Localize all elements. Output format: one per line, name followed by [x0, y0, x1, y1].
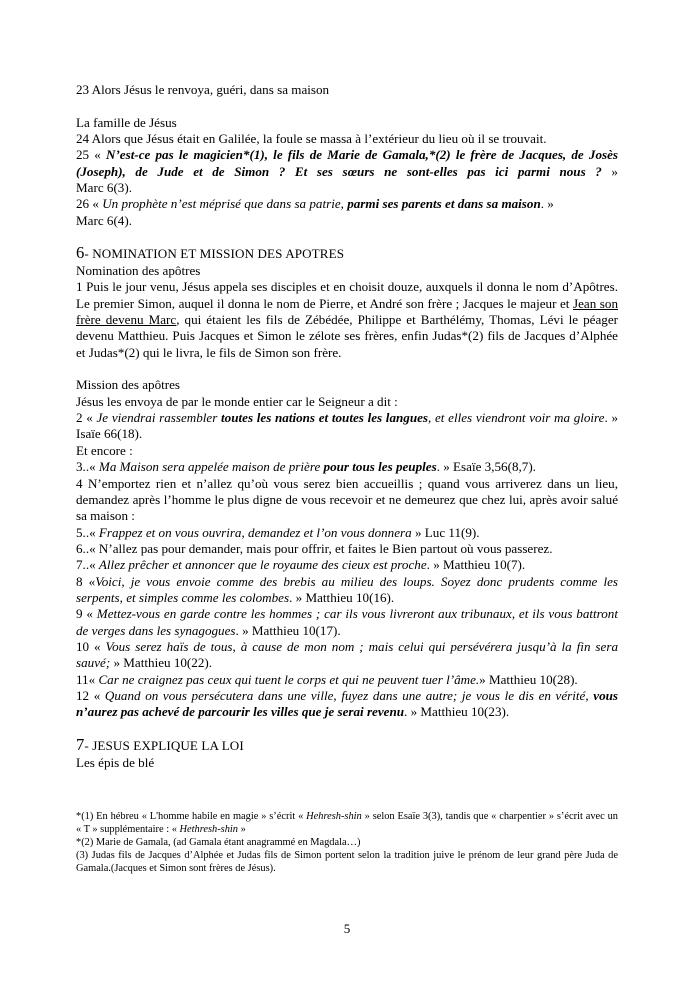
verse-25-quote: N’est-ce pas le magicien*(1), le fils de Marie de Gamala,*(2) le frère de Jacques, de Josès (Joseph), de Jude et de Simon ? Et ses sœurs ne sont-elles pas ici parmi nous ? — [76, 147, 618, 179]
verse-12 — [76, 688, 618, 721]
paragraph-nomination — [76, 279, 618, 361]
verse-24: 24 Alors que Jésus était en Galilée, la foule se massa à l’extérieur du lieu où il se trouvait. — [76, 131, 547, 147]
verse-12-open-quote: « — [93, 687, 105, 703]
verse-3-number: 3.. — [76, 459, 90, 475]
footnote-1 — [76, 810, 618, 836]
subheading-mission-des-apotres: Mission des apôtres — [76, 377, 181, 393]
heading-section-6 — [76, 245, 618, 263]
subheading-les-epis-de-ble: Les épis de blé — [76, 754, 155, 770]
footnote-2: *(2) Marie de Gamala, (ad Gamala étant anagrammé en Magdala…) — [76, 837, 361, 849]
paragraph-nomination-underlined: Jean son frère devenu Marc — [76, 295, 618, 328]
verse-7-tail: . » — [426, 557, 440, 573]
verse-25-open-quote: « — [94, 147, 106, 163]
verse-5-number: 5.. — [76, 524, 90, 540]
verse-25-number: 25 — [76, 147, 95, 163]
paragraph-spacer — [76, 229, 618, 245]
paragraph-spacer — [76, 361, 618, 377]
verse-12-tail: . » — [404, 704, 418, 720]
verse-5 — [76, 525, 618, 541]
verse-12-number: 12 — [76, 687, 94, 703]
verse-9-tail: . » — [235, 622, 249, 638]
subheading-famille-de-jesus: La famille de Jésus — [76, 114, 177, 130]
verse-2-number: 2 — [76, 410, 87, 426]
paragraph-spacer — [76, 98, 618, 114]
verse-7 — [76, 557, 618, 573]
verse-10 — [76, 639, 618, 672]
verse-11-tail: » — [479, 671, 486, 687]
verse-26-quote: Un prophète n’est méprisé que dans sa patrie, — [102, 196, 348, 212]
verse-11-number: 11 — [76, 671, 89, 687]
footnote-3: (3) Judas fils de Jacques d’Alphée et Judas fils de Simon portent selon la tradition juive le prénom de leur grand père Juda de Gamala.(Jacques et Simon sont frères de Jésus). — [76, 850, 618, 875]
verse-5-reference: Luc 11(9). — [421, 524, 480, 540]
verse-23: 23 Alors Jésus le renvoya, guéri, dans sa maison — [76, 82, 330, 97]
verse-8-reference: Matthieu 10(16). — [302, 589, 395, 605]
verse-2-reference: Isaïe 66(18). — [76, 426, 143, 442]
heading-section-6-text: - NOMINATION ET MISSION DES APOTRES — [84, 246, 345, 262]
verse-2-quote-bold: toutes les nations et toutes les langues — [221, 410, 429, 426]
verse-2-quote-part2: , et elles viendront voir ma gloire — [428, 410, 605, 426]
et-encore: Et encore : — [76, 442, 133, 458]
footnote-1-term1: Hehresh-shin — [306, 811, 362, 822]
verse-10-quote: Vous serez haïs de tous, à cause de mon nom ; mais celui qui persévérera jusqu’à la fin sera sauvé; — [76, 638, 618, 671]
verse-7-reference: Matthieu 10(7). — [439, 557, 526, 573]
verse-10-open-quote: « — [94, 638, 106, 654]
verse-5-tail: » — [411, 524, 422, 540]
verse-8 — [76, 574, 618, 607]
verse-6: 6..« N’allez pas pour demander, mais pour offrir, et faites le Bien partout où vous passerez. — [76, 540, 553, 556]
verse-10-number: 10 — [76, 638, 95, 654]
verse-8-tail: . » — [289, 589, 303, 605]
verse-9-number: 9 — [76, 606, 87, 622]
verse-3-open-quote: « — [89, 459, 99, 475]
verse-26-tail: . » — [540, 196, 554, 212]
verse-3-quote-bold: pour tous les peuples — [323, 459, 437, 475]
verse-9-quote: Mettez-vous en garde contre les hommes ; car ils vous livreront aux tribunaux, et ils vous battront de verges dans les synagogues — [76, 606, 618, 638]
verse-10-reference: Matthieu 10(22). — [120, 655, 213, 671]
footnote-1-text3: » — [238, 824, 246, 836]
mission-intro: Jésus les envoya de par le monde entier car le Seigneur a dit : — [76, 393, 398, 409]
verse-9 — [76, 606, 618, 639]
verse-4: 4 N’emportez rien et n’allez qu’où vous serez bien accueillis ; quand vous arriverez dans un lieu, demandez après l’homme le plus digne de vous recevoir et ne demeurez que chez lui, après avoir salué sa maison : — [76, 475, 618, 524]
verse-7-number: 7.. — [76, 557, 90, 573]
verse-3 — [76, 459, 618, 475]
verse-11 — [76, 672, 618, 688]
document-body — [76, 82, 618, 771]
footnote-1-term2: Hethresh-shin — [179, 824, 239, 836]
footnotes-block — [76, 810, 618, 875]
verse-26-quote-bold: parmi ses parents et dans sa maison — [347, 196, 541, 212]
verse-2 — [76, 410, 618, 443]
heading-section-7-text: - JESUS EXPLIQUE LA LOI — [84, 738, 244, 753]
verse-8-open-quote: « — [88, 573, 96, 589]
footnote-1-marker: *(1) En hébreu — [76, 811, 142, 822]
verse-8-quote: Voici, je vous envoie comme des brebis au milieu des loups. Soyez donc prudents comme les serpents, et simples comme les colombes — [76, 573, 618, 605]
verse-25-close-quote: » — [601, 163, 618, 179]
heading-section-7-number: 7 — [76, 735, 85, 754]
verse-9-reference: Matthieu 10(17). — [248, 622, 341, 638]
verse-11-reference: Matthieu 10(28). — [485, 671, 578, 687]
paragraph-nomination-part1: 1 Puis le jour venu, Jésus appela ses disciples et en choisit douze, auxquels il donna le nom d’Apôtres. Le premier Simon, auquel il donna le nom de Pierre, et André son frère ; Jacques le majeur et — [76, 279, 618, 311]
verse-5-open-quote: « — [89, 524, 99, 540]
verse-12-reference: Matthieu 10(23). — [417, 704, 510, 720]
footnote-1-text1: « L'homme habile en magie » s’écrit « — [141, 811, 307, 822]
verse-25-reference: Marc 6(3). — [76, 180, 132, 196]
verse-3-reference: Esaïe 3,56(8,7). — [449, 459, 536, 475]
verse-26-reference: Marc 6(4). — [76, 212, 132, 228]
verse-12-quote-bold: vous n’aurez pas achevé de parcourir les villes que je serai revenu — [76, 687, 619, 720]
verse-2-quote-part1: Je viendrai rassembler — [96, 410, 222, 426]
verse-11-quote: Car ne craignez pas ceux qui tuent le corps et qui ne peuvent tuer l’âme. — [98, 671, 480, 687]
heading-section-6-number: 6 — [76, 243, 85, 263]
verse-26-open-quote: « — [92, 196, 103, 212]
verse-26 — [76, 196, 618, 212]
verse-12-quote: Quand on vous persécutera dans une ville, fuyez dans une autre; je vous le dis en vérité, — [104, 687, 594, 703]
verse-2-open-quote: « — [86, 410, 97, 426]
verse-7-open-quote: « — [89, 557, 99, 573]
verse-3-quote: Ma Maison sera appelée maison de prière — [98, 459, 324, 475]
verse-8-number: 8 — [76, 573, 89, 589]
verse-11-open-quote: « — [88, 671, 99, 687]
verse-3-tail: . » — [436, 459, 450, 475]
verse-9-open-quote: « — [86, 606, 97, 622]
footnote-1-text2: » selon Esaïe 3(3), tandis que « charpentier » s’écrit avec un « T » supplémentaire : « — [76, 811, 618, 836]
page-number: 5 — [343, 921, 351, 936]
verse-5-quote: Frappez et on vous ouvrira, demandez et l’on vous donnera — [98, 524, 412, 540]
subheading-nomination-des-apotres: Nomination des apôtres — [76, 263, 201, 279]
verse-10-tail: » — [110, 655, 121, 671]
verse-26-number: 26 — [76, 196, 93, 212]
verse-25 — [76, 147, 618, 180]
paragraph-spacer — [76, 721, 618, 737]
verse-2-tail: . » — [604, 410, 618, 426]
verse-7-quote: Allez prêcher et annoncer que le royaume des cieux est proche — [98, 557, 427, 573]
heading-section-7 — [76, 737, 618, 755]
paragraph-nomination-part2: , qui étaient les fils de Zébédée, Philippe et Barthélémy, Thomas, Lévi le péager devenu Matthieu. Puis Jacques et Simon le zélote ses frères, enfin Judas*(2) fils de Jacques d’Alphée et Judas*(2) qui le livra, le fils de Simon son frère. — [76, 312, 618, 360]
